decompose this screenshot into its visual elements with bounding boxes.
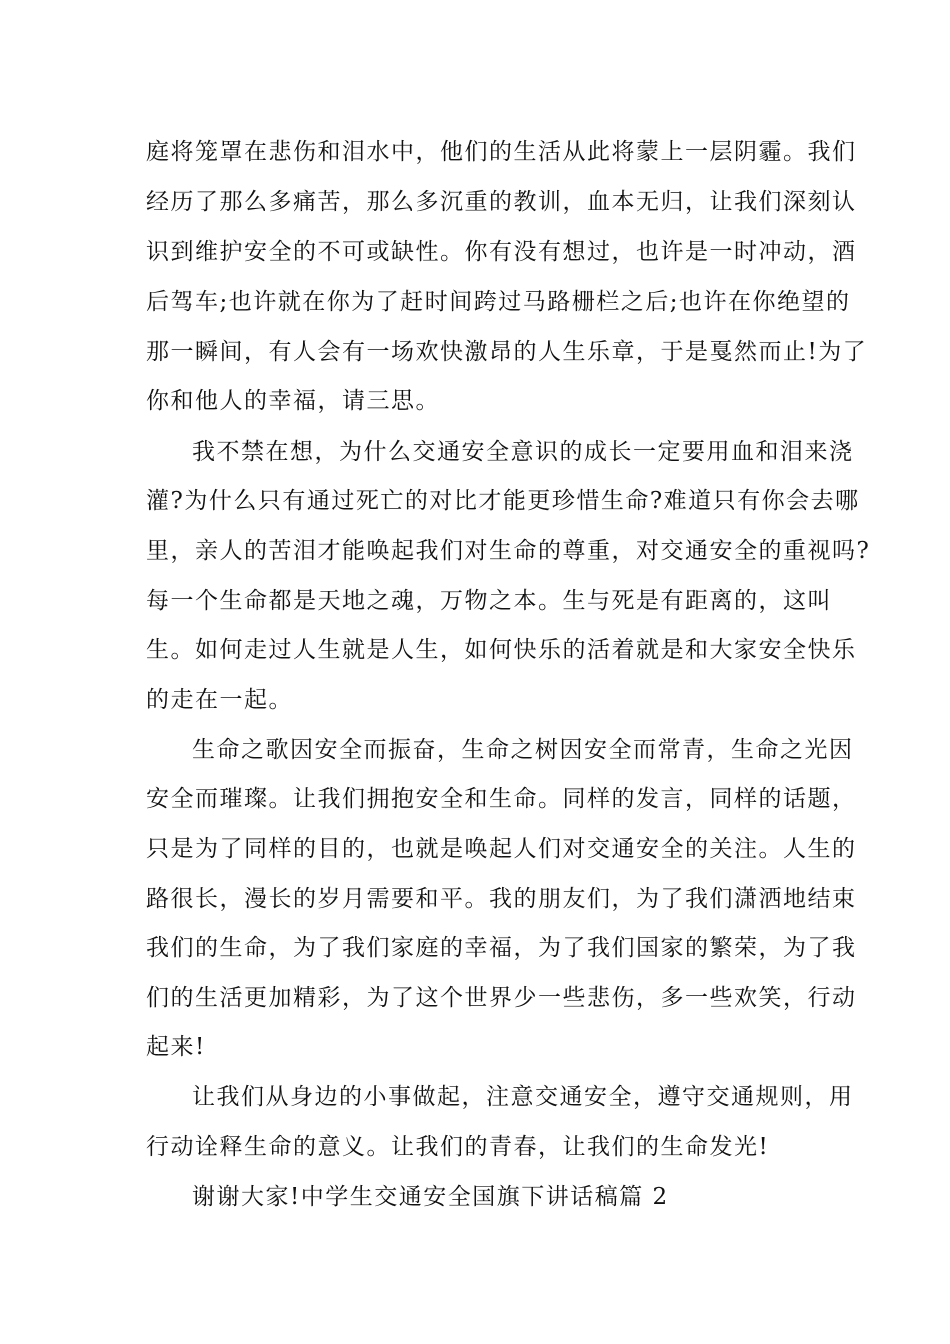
text-line: 我们的生命，为了我们家庭的幸福，为了我们国家的繁荣，为了我 bbox=[146, 935, 857, 961]
text-line: 安全而璀璨。让我们拥抱安全和生命。同样的发言，同样的话题， bbox=[146, 786, 857, 812]
text-line: 生命之歌因安全而振奋，生命之树因安全而常青，生命之光因 bbox=[192, 737, 854, 763]
text-line: 起来! bbox=[146, 1034, 206, 1060]
text-line: 行动诠释生命的意义。让我们的青春，让我们的生命发光! bbox=[146, 1134, 770, 1160]
text-line: 灌?为什么只有通过死亡的对比才能更珍惜生命?难道只有你会去哪 bbox=[146, 488, 860, 514]
text-line: 的走在一起。 bbox=[146, 687, 293, 713]
text-line: 识到维护安全的不可或缺性。你有没有想过，也许是一时冲动，酒 bbox=[146, 239, 857, 265]
text-line: 谢谢大家!中学生交通安全国旗下讲话稿篇 2 bbox=[192, 1184, 669, 1210]
text-line: 让我们从身边的小事做起，注意交通安全，遵守交通规则，用 bbox=[192, 1084, 854, 1110]
text-line: 我不禁在想，为什么交通安全意识的成长一定要用血和泪来浇 bbox=[192, 439, 854, 465]
text-line: 只是为了同样的目的，也就是唤起人们对交通安全的关注。人生的 bbox=[146, 836, 857, 862]
text-line: 后驾车;也许就在你为了赶时间跨过马路栅栏之后;也许在你绝望的 bbox=[146, 289, 851, 315]
text-line: 那一瞬间，有人会有一场欢快激昂的人生乐章，于是戛然而止!为了 bbox=[146, 339, 868, 365]
text-line: 每一个生命都是天地之魂，万物之本。生与死是有距离的，这叫 bbox=[146, 588, 832, 614]
text-line: 经历了那么多痛苦，那么多沉重的教训，血本无归，让我们深刻认 bbox=[146, 189, 857, 215]
text-line: 里，亲人的苦泪才能唤起我们对生命的尊重，对交通安全的重视吗? bbox=[146, 538, 871, 564]
text-line: 庭将笼罩在悲伤和泪水中，他们的生活从此将蒙上一层阴霾。我们 bbox=[146, 139, 857, 165]
text-line: 生。如何走过人生就是人生，如何快乐的活着就是和大家安全快乐 bbox=[146, 637, 857, 663]
text-line: 们的生活更加精彩，为了这个世界少一些悲伤，多一些欢笑，行动 bbox=[146, 985, 857, 1011]
text-line: 路很长，漫长的岁月需要和平。我的朋友们，为了我们潇洒地结束 bbox=[146, 886, 857, 912]
text-line: 你和他人的幸福，请三思。 bbox=[146, 388, 440, 414]
